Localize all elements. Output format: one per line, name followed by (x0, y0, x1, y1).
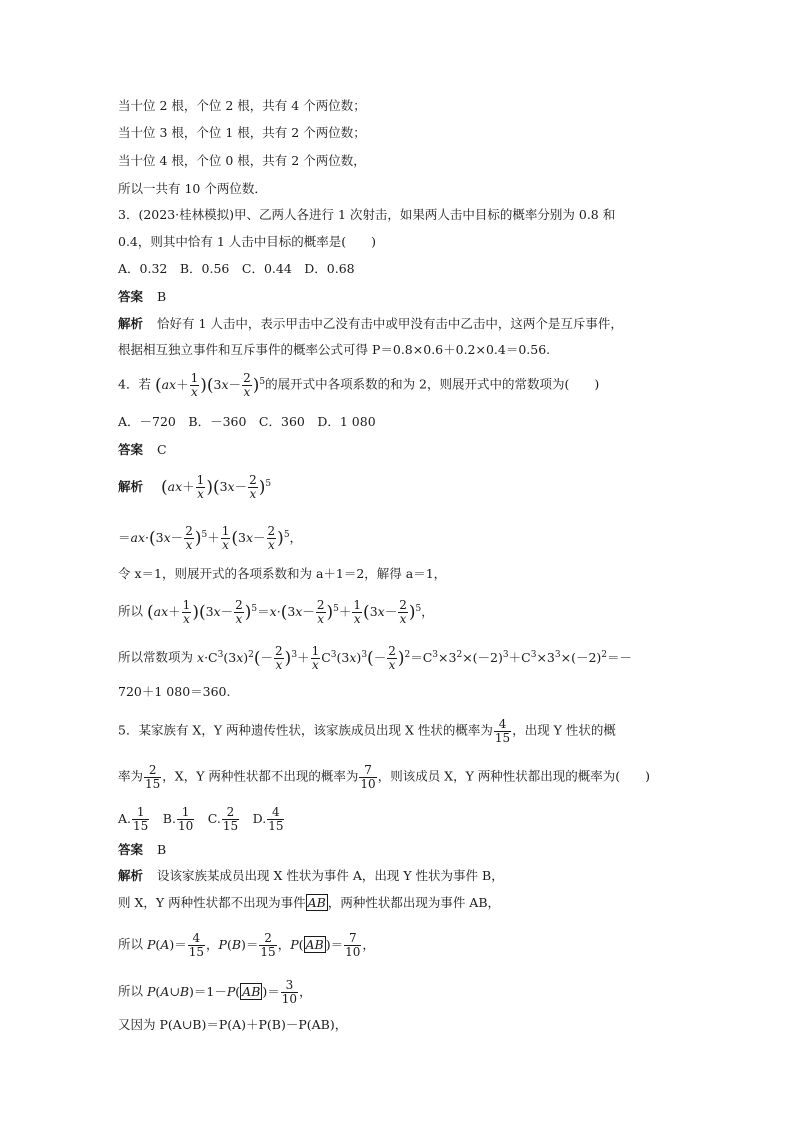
math-expression: (ax＋ $\frac{1}{x}$ )(3x－ $\frac{2}{x}$ )$^5$ (161, 473, 272, 501)
text-fragment: ，X，Y 两种性状都不出现的概率为 (162, 768, 359, 784)
text-fragment: ，出现 Y 性状的概 (512, 722, 616, 738)
q3-answer (118, 288, 734, 306)
text-fragment: ，两种性状都出现为事件 AB， (327, 895, 501, 910)
q4-options: A．－720 B．－360 C．360 D．1 080 (118, 414, 376, 429)
q5-analysis-5: 又因为 P(A∪B)＝P(A)＋P(B)－P(AB)， (118, 1017, 348, 1032)
q4-stem (118, 372, 734, 398)
math-expression: $x\cdot C^3(3x)^2(-$ $\frac{2}{x}$ )$^3$＋ $\frac{1}{x}$ $C^3(3x)^3(-$ $\frac{2}{x}$ )$^2=C^3\times 3^2\times(-2)^3+C^3\times 3^3\times(-2)^2=-$ (197, 644, 633, 672)
answer-label: 答案 (118, 289, 144, 304)
q5-stem (118, 718, 734, 744)
text-fragment: 则 X，Y 两种性状都不出现为事件 (118, 895, 306, 910)
q3-options: A．0.32 B．0.56 C．0.44 D．0.68 (118, 261, 355, 276)
q4-answer (118, 441, 734, 459)
analysis-label: 解析 (118, 478, 144, 494)
answer-label: 答案 (118, 842, 144, 857)
math-expression: ＝ax·(3x－ $\frac{2}{x}$ )$^5$＋ $\frac{1}{x}$ (3x－ $\frac{2}{x}$ )$^5$， (118, 524, 303, 552)
q3-stem-cont: 0.4，则其中恰有 1 人击中目标的概率是( ) (118, 234, 377, 249)
answer-label: 答案 (118, 442, 144, 457)
q3-analysis (118, 315, 734, 333)
q5-analysis-4 (118, 979, 734, 1005)
text-fragment: 5．某家族有 X，Y 两种遗传性状，该家族成员出现 X 性状的概率为 (118, 722, 493, 738)
q5-stem-cont (118, 764, 734, 790)
text-line: 当十位 4 根，个位 0 根，共有 2 个两位数， (118, 153, 366, 168)
math-expression: $\overline{AB}$ (307, 895, 326, 910)
q4-number: 4．若 (118, 376, 151, 392)
text-line: 当十位 2 根，个位 2 根，共有 4 个两位数； (118, 98, 366, 113)
text-fragment: 所以 (118, 936, 144, 952)
analysis-text: 恰好有 1 人击中，表示甲击中乙没有击中或甲没有击中乙击中，这两个是互斥事件， (157, 316, 623, 331)
text-fragment: 所以常数项为 (118, 649, 194, 665)
q4-expand (118, 525, 734, 551)
q5-analysis-2 (118, 894, 734, 912)
math-expression: P(A∪B)＝1－P( $\overline{AB}$ )＝ $\frac{3}{10}$ ， (147, 978, 312, 1006)
q3-stem: 3．(2023·桂林模拟)甲、乙两人各进行 1 次射击，如果两人击中目标的概率分别为 0.8 和 (118, 207, 616, 222)
q5-answer (118, 841, 734, 859)
answer-value: B (157, 289, 167, 304)
math-expression: (ax＋ $\frac{1}{x}$ )(3x－ $\frac{2}{x}$ )$^5$＝x·(3x－ $\frac{2}{x}$ )$^5$＋ $\frac{1}{x}$ (3x－ $\frac{2}{x}$ )$^5$， (147, 598, 434, 626)
q4-stem-tail: 的展开式中各项系数的和为 2，则展开式中的常数项为( ) (265, 376, 600, 392)
q5-analysis (118, 867, 734, 885)
fraction: $\frac{7}{10}$ (360, 763, 376, 791)
text-fragment: 率为 (118, 768, 144, 784)
fraction: $\frac{2}{15}$ (145, 763, 161, 791)
q4-analysis-expr (118, 474, 734, 500)
q4-expression: (ax＋ $\frac{1}{x}$ )(3x－ $\frac{2}{x}$ )$^5$ (154, 371, 266, 399)
analysis-label: 解析 (118, 316, 144, 331)
q4-so2 (118, 645, 734, 671)
options-expression: A. $\frac{1}{15}$ B. $\frac{1}{10}$ C. $\frac{2}{15}$ D. $\frac{4}{15}$ (118, 805, 284, 833)
answer-value: B (157, 842, 167, 857)
analysis-text: 设该家族某成员出现 X 性状为事件 A，出现 Y 性状为事件 B， (157, 868, 504, 883)
analysis-label: 解析 (118, 868, 144, 883)
q4-let: 令 x＝1，则展开式的各项系数和为 a＋1＝2，解得 a＝1， (118, 566, 447, 581)
text-fragment: 所以 (118, 983, 144, 999)
q4-so1 (118, 599, 734, 625)
fraction: $\frac{4}{15}$ (494, 717, 511, 745)
answer-value: C (157, 442, 167, 457)
math-expression: P(A)＝ $\frac{4}{15}$ ，P(B)＝ $\frac{2}{15}$ ，P( $\overline{AB}$ )＝ $\frac{7}{10}$ ， (147, 931, 375, 959)
text-line: 所以一共有 10 个两位数． (118, 181, 267, 196)
q5-options (118, 806, 734, 832)
text-fragment: 所以 (118, 603, 144, 619)
text-line: 当十位 3 根，个位 1 根，共有 2 个两位数； (118, 125, 366, 140)
q5-analysis-3 (118, 932, 734, 958)
text-fragment: ，则该成员 X，Y 两种性状都出现的概率为( ) (377, 768, 651, 784)
q4-result: 720＋1 080＝360. (118, 684, 231, 699)
q3-analysis-cont: 根据相互独立事件和互斥事件的概率公式可得 P＝0.8×0.6＋0.2×0.4＝0.56. (118, 342, 551, 357)
